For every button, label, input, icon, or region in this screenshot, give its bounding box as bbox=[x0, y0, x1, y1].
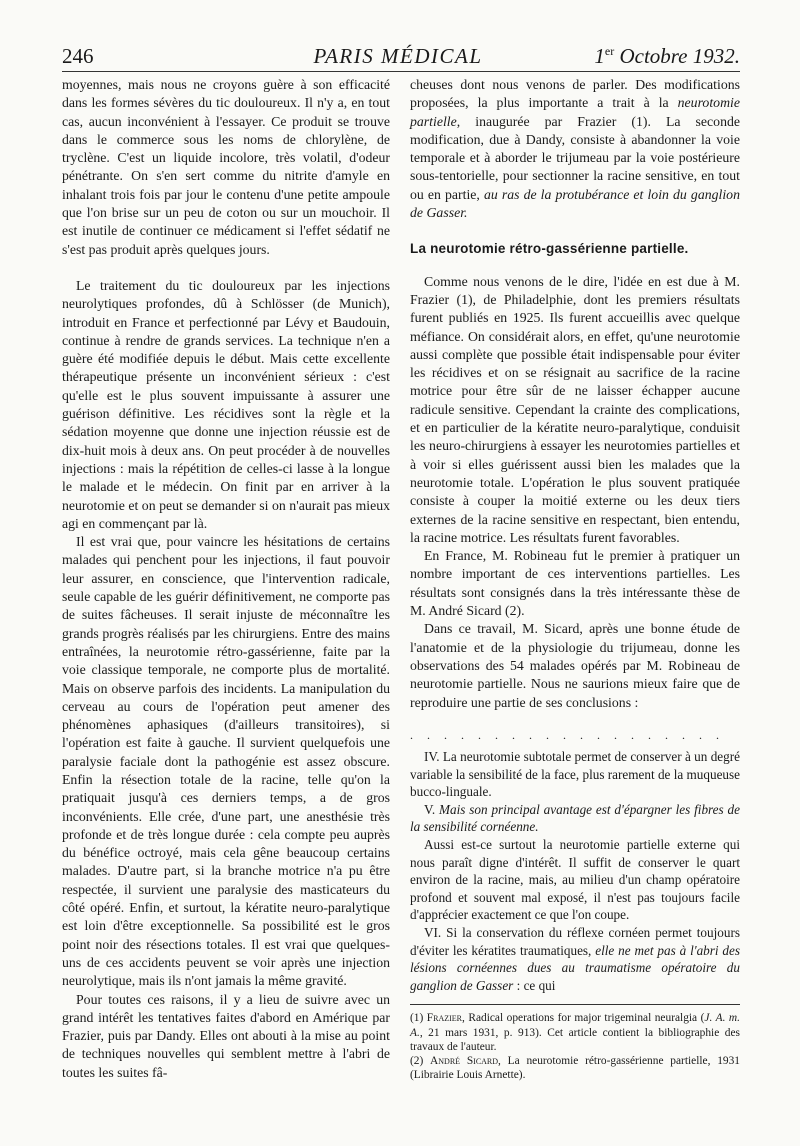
quote-paragraph: IV. La neurotomie subtotale permet de conserver à un degré variable la sensibilité de la face, plus rarement de la muqueuse bucco-linguale. bbox=[410, 749, 740, 800]
header-rule bbox=[62, 71, 740, 72]
quote-paragraph: VI. Si la conservation du réflexe cornéen permet toujours d'éviter les kératites traumatiques, elle ne met pas à l'abri des lésions cornéennes dues au traumatisme opératoire du ganglion de Gasser : ce qui bbox=[410, 925, 741, 993]
paragraph: cheuses dont nous venons de parler. Des modifications proposées, la plus importante a trait à la neurotomie partielle, inaugurée par Frazier (1). La seconde modification, due à Dandy, consiste à abandonner la voie temporale et à aborder le trijumeau par la voie postérieure sous-tentorielle, pour sectionner la racine sensitive, en tout ou en partie, au ras de la protubérance et loin du ganglion de Gasser. bbox=[410, 77, 740, 221]
paragraph: Dans ce travail, M. Sicard, après une bonne étude de l'anatomie et de la physiologie du trijumeau, donne les observations des 54 malades opérés par M. Robineau de neurotomie partielle. Nous ne saurions mieux faire que de reproduire une partie de ses conclusions : bbox=[410, 621, 740, 710]
right-column bbox=[410, 76, 740, 1082]
left-column bbox=[62, 76, 390, 1082]
page-header bbox=[52, 44, 744, 78]
paragraph: Pour toutes ces raisons, il y a lieu de suivre avec un grand intérêt les tentatives faites d'abord en Amérique par Frazier, puis par Dandy. Elles ont abouti à la mise au point de techniques nouvelles qui semblent mettre à l'abri de toutes les suites fâ- bbox=[62, 991, 390, 1080]
ellipsis-separator: ................... bbox=[410, 727, 733, 742]
section-heading: La neurotomie rétro-gassérienne partielle. bbox=[410, 241, 689, 257]
paragraph: En France, M. Robineau fut le premier à pratiquer un nombre important de ces interventions partielles. Les résultats sont consignés dans la très intéressante thèse de M. André Sicard (2). bbox=[410, 548, 740, 619]
issue-date: 1er Octobre 1932. bbox=[594, 44, 740, 68]
paragraph: Il est vrai que, pour vaincre les hésitations de certains malades qui penchent pour les injections, il faut pouvoir leur assurer, en conscience, que l'intervention radicale, seule capable de les guérir définitivement, ne comporte pas de suites fâcheuses. Il serait injuste de méconnaître les grands progrès réalisés par les chirurgiens. Entre des mains entraînées, la neurotomie rétro-gassérienne, faite par la voie classique temporale, ne comporte plus de mortalité. Mais on observe parfois des incidents. La manipulation du cerveau au cours de l'opération peut amener des phénomènes aphasiques (d'ailleurs transitoires), si l'opération est faite à gauche. Il survient quelquefois une paralysie faciale dont la pathogénie est assez obscure. Enfin la résection totale de la racine, telle qu'on la pratiquait jusqu'à ces derniers temps, a de gros inconvénients. Elle crée, d'une part, une anesthésie très profonde et de très longue durée : cela compte peu auprès du bénéfice octroyé, mais cela gêne beaucoup certains malades. D'autre part, si la branche motrice n'a pu être respectée, il survient une paralysie des masticateurs du côté opéré. Enfin, et surtout, la kératite neuro-paralytique est loin d'être exceptionnelle. Sa possibilité est le gros point noir des résections totales. Il est vrai que quelques-uns de ces accidents peuvent se voir après une injection neurolytique, mais ils n'ont jamais la même gravité. bbox=[62, 534, 390, 989]
paragraph: Comme nous venons de le dire, l'idée en est due à M. Frazier (1), de Philadelphie, dont les premiers résultats furent publiés en 1925. Ils furent accueillis avec quelque méfiance. On considérait alors, en effet, qu'une neurotomie aussi complète que possible était indispensable pour éviter les récidives et on se résignait au sacrifice de la racine motrice pour être sûr de ne laisser échapper aucune radicule sensitive. Cependant la crainte des complications, et en particulier de la kératite neuro-paralytique, conduisit les neuro-chirurgiens à essayer les neurotomies partielles et à voir si elles guérissent aussi bien les malades que la neurotomie totale. L'opération le plus souvent pratiquée consiste à couper la moitié externe ou les deux tiers externes de la racine sensitive en respectant, bien entendu, la racine motrice. Les résultats furent favorables. bbox=[410, 273, 740, 545]
paragraph: Le traitement du tic douloureux par les injections neurolytiques profondes, dû à Schlösser (de Munich), introduit en France et perfectionné par Lévy et Baudouin, continue à rendre de grands services. La technique n'en a guère été modifiée depuis le début. Mais cette excellente thérapeutique présente un inconvénient sérieux : c'est qu'elle est le plus souvent impuissante à assurer une guérison définitive. Les récidives sont la règle et la sédation moyenne que donne une injection réussie est de dix-huit mois à deux ans. On peut procéder à de nouvelles injections : mais la répétition de celles-ci lasse à la longue le malade et le médecin. On finit par en arriver à la neurotomie et on peut se demander si on n'aurait pas mieux agi en commençant par là. bbox=[62, 277, 390, 531]
journal-title: PARIS MÉDICAL bbox=[313, 44, 483, 68]
footnote-rule bbox=[410, 1004, 740, 1005]
footnote-1: (1) Frazier, Radical operations for major trigeminal neuralgia (J. A. m. A., 21 mars 1931, p. 913). Cet article contient la bibliographie des travaux de l'auteur. bbox=[410, 1012, 740, 1053]
quote-paragraph: Aussi est-ce surtout la neurotomie partielle externe qui nous paraît digne d'intérêt. Il suffit de conserver le quart environ de la racine, mais, au milieu d'un champ opératoire profond et souvent mal exposé, il n'est pas toujours facile d'apprécier exactement ce que l'on coupe. bbox=[410, 837, 740, 923]
paragraph: moyennes, mais nous ne croyons guère à son efficacité dans les formes sévères du tic douloureux. Il n'y a, en tout cas, aucun inconvénient à l'essayer. Ce produit se trouve dans le commerce sous les noms de chlorylène, de tryclène. C'est un liquide incolore, très volatil, d'odeur pénétrante. On s'en sert comme du nitrite d'amyle en inhalant trois fois par jour le contenu d'une petite ampoule que l'on brise sur un peu de coton ou sur un mouchoir. Il est inutile de continuer ce médicament si l'effet sédatif ne s'est pas produit après quelques jours. bbox=[62, 77, 390, 257]
page-number: 246 bbox=[62, 44, 94, 68]
footnote-2: (2) André Sicard, La neurotomie rétro-gassérienne partielle, 1931 (Librairie Louis Arnette). bbox=[410, 1055, 740, 1082]
quote-paragraph: V. Mais son principal avantage est d'épargner les fibres de la sensibilité cornéenne. bbox=[410, 801, 740, 835]
